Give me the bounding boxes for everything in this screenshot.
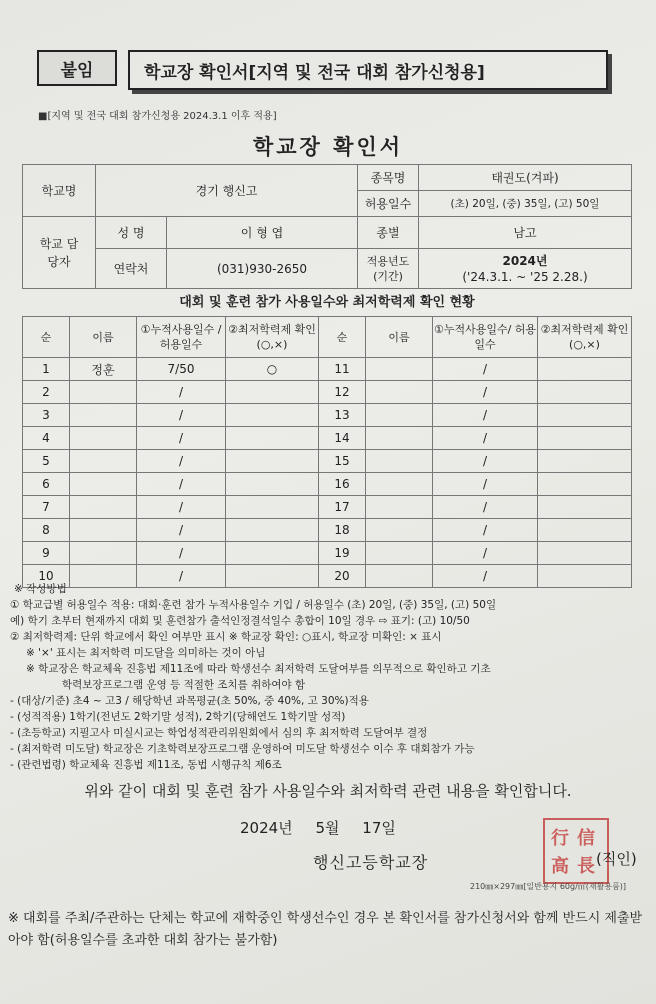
row-no: 6 — [23, 473, 70, 496]
row-check — [538, 358, 632, 381]
row-check — [538, 496, 632, 519]
issue-date — [240, 817, 396, 838]
note-item: - (초등학교) 지필고사 미실시교는 학업성적관리위원회에서 심의 후 최저학력 도달여부 결정 — [10, 727, 428, 739]
row-days: / — [433, 450, 538, 473]
row-no: 2 — [23, 381, 70, 404]
division-value: 남고 — [419, 217, 632, 249]
header-days-left: ①누적사용일수 /허용일수 — [137, 317, 226, 358]
row-name — [366, 450, 433, 473]
note-heading: ※ 작성방법 — [14, 583, 67, 595]
info-table — [22, 164, 632, 289]
header-check-right: ②최저학력제 확인(○,×) — [538, 317, 632, 358]
row-days: / — [433, 427, 538, 450]
seal-mark: (직인) — [596, 850, 637, 868]
row-name — [366, 381, 433, 404]
row-no: 4 — [23, 427, 70, 450]
table-row — [23, 473, 632, 496]
table-row — [23, 427, 632, 450]
paper-spec: 210㎜×297㎜[일반용지 60g/㎡(재활용품)] — [470, 882, 627, 891]
table-row — [23, 381, 632, 404]
section-title: 대회 및 훈련 참가 사용일수와 최저학력제 확인 현황 — [179, 295, 475, 310]
year-cell — [419, 249, 632, 289]
header-name-left: 이름 — [70, 317, 137, 358]
table-row — [23, 450, 632, 473]
event-label: 종목명 — [358, 165, 419, 191]
note-item: 학력보장프로그램 운영 등 적절한 조치를 취하여야 함 — [62, 679, 306, 691]
row-check — [538, 450, 632, 473]
row-days: / — [433, 519, 538, 542]
principal-title: 행신고등학교장 — [313, 853, 429, 872]
roster-header-row — [23, 317, 632, 358]
row-name — [70, 450, 137, 473]
row-name — [70, 519, 137, 542]
row-name — [70, 427, 137, 450]
row-check — [538, 519, 632, 542]
row-name: 정훈 — [70, 358, 137, 381]
school-label: 학교명 — [23, 165, 96, 217]
row-no: 9 — [23, 542, 70, 565]
row-no: 7 — [23, 496, 70, 519]
row-name — [366, 427, 433, 450]
row-days: / — [137, 450, 226, 473]
contact-label: 연락처 — [96, 249, 167, 289]
division-label: 종별 — [358, 217, 419, 249]
row-days: / — [137, 404, 226, 427]
note-item: - (대상/기준) 초4 ~ 고3 / 해당학년 과목평균(초 50%, 중 40%, 고 30%)적용 — [10, 695, 369, 707]
row-name — [366, 358, 433, 381]
row-check — [226, 542, 319, 565]
row-no: 1 — [23, 358, 70, 381]
row-check — [538, 473, 632, 496]
form-header-title: 학교장 확인서[지역 및 전국 대회 참가신청용] — [128, 50, 608, 90]
row-no: 14 — [319, 427, 366, 450]
contact-value: (031)930-2650 — [167, 249, 358, 289]
row-check — [226, 519, 319, 542]
note-item: ※ 학교장은 학교체육 진흥법 제11조에 따라 학생선수 최저학력 도달여부를 의무적으로 확인하고 기초 — [26, 663, 491, 675]
name-value: 이 형 엽 — [167, 217, 358, 249]
table-row — [23, 496, 632, 519]
row-name — [366, 496, 433, 519]
table-row — [23, 358, 632, 381]
row-name — [70, 381, 137, 404]
row-days: / — [137, 565, 226, 588]
header-check-left: ②최저학력제 확인(○,×) — [226, 317, 319, 358]
table-row — [23, 519, 632, 542]
note-item: - (관련법령) 학교체육 진흥법 제11조, 동법 시행규칙 제6조 — [10, 759, 282, 771]
submission-footnote: ※ 대회를 주최/주관하는 단체는 학교에 재학중인 학생선수인 경우 본 확인서를 참가신청서와 함께 반드시 제출받아야 함(허용일수를 초과한 대회 참가는 불가함) — [8, 911, 643, 948]
applicability-note: ■[지역 및 전국 대회 참가신청용 2024.3.1 이후 적용] — [38, 111, 277, 122]
header-name-right: 이름 — [366, 317, 433, 358]
row-days: / — [137, 381, 226, 404]
row-name — [366, 404, 433, 427]
official-seal-stamp: 行 信 高 長 — [543, 818, 609, 884]
year-value: 2024년 — [502, 253, 548, 268]
row-check — [226, 404, 319, 427]
row-no: 8 — [23, 519, 70, 542]
allowed-days-label: 허용일수 — [358, 191, 419, 217]
roster-table — [22, 316, 632, 588]
row-days: / — [433, 358, 538, 381]
row-no: 11 — [319, 358, 366, 381]
period-value: ('24.3.1. ~ '25 2.28.) — [462, 269, 588, 284]
header-no-right: 순 — [319, 317, 366, 358]
row-days: / — [433, 381, 538, 404]
row-no: 15 — [319, 450, 366, 473]
row-no: 20 — [319, 565, 366, 588]
row-days: / — [137, 519, 226, 542]
row-no: 13 — [319, 404, 366, 427]
row-check — [226, 496, 319, 519]
year-label: 적용년도 (기간) — [358, 249, 419, 289]
row-name — [366, 542, 433, 565]
note-item: 예) 학기 초부터 현재까지 대회 및 훈련참가 출석인정결석일수 총합이 10일 경우 ⇨ 표기: (고) 10/50 — [10, 615, 470, 627]
row-name — [70, 496, 137, 519]
row-no: 17 — [319, 496, 366, 519]
name-label: 성 명 — [96, 217, 167, 249]
row-days: / — [433, 496, 538, 519]
note-item: ② 최저학력제: 단위 학교에서 확인 여부만 표시 ※ 학교장 확인: ○표시, 학교장 미확인: × 표시 — [10, 631, 442, 643]
row-days: / — [433, 404, 538, 427]
row-no: 16 — [319, 473, 366, 496]
row-no: 12 — [319, 381, 366, 404]
row-days: / — [137, 473, 226, 496]
row-no: 5 — [23, 450, 70, 473]
event-value: 태권도(겨파) — [419, 165, 632, 191]
row-days: / — [137, 427, 226, 450]
attachment-tag: 붙임 — [37, 50, 117, 86]
row-name — [366, 473, 433, 496]
row-no: 19 — [319, 542, 366, 565]
row-check — [538, 542, 632, 565]
date-year: 2024년 — [240, 819, 293, 837]
row-check — [226, 381, 319, 404]
row-days: / — [433, 542, 538, 565]
row-name — [70, 404, 137, 427]
row-days: 7/50 — [137, 358, 226, 381]
header-days-right: ①누적사용일수/ 허용일수 — [433, 317, 538, 358]
row-no: 10 — [23, 565, 70, 588]
row-no: 18 — [319, 519, 366, 542]
school-value: 경기 행신고 — [96, 165, 358, 217]
header-no-left: 순 — [23, 317, 70, 358]
row-days: / — [433, 565, 538, 588]
row-name — [366, 519, 433, 542]
row-name — [70, 542, 137, 565]
allowed-days-value: (초) 20일, (중) 35일, (고) 50일 — [419, 191, 632, 217]
table-row — [23, 404, 632, 427]
row-check — [226, 450, 319, 473]
note-item: - (성적적용) 1학기(전년도 2학기말 성적), 2학기(당해연도 1학기말 성적) — [10, 711, 346, 723]
row-check — [538, 427, 632, 450]
confirmation-statement: 위와 같이 대회 및 훈련 참가 사용일수와 최저학력 관련 내용을 확인합니다. — [84, 782, 572, 800]
row-check: ○ — [226, 358, 319, 381]
row-days: / — [433, 473, 538, 496]
instructions — [10, 581, 650, 773]
note-item: ※ '×' 표시는 최저학력 미도달을 의미하는 것이 아님 — [26, 647, 266, 659]
note-item: - (최저학력 미도달) 학교장은 기초학력보장프로그램 운영하여 미도달 학생선수 이수 후 대회참가 가능 — [10, 743, 475, 755]
row-no: 3 — [23, 404, 70, 427]
row-check — [226, 427, 319, 450]
row-days: / — [137, 542, 226, 565]
row-check — [226, 473, 319, 496]
date-day: 17일 — [362, 819, 396, 837]
row-name — [70, 473, 137, 496]
row-check — [538, 404, 632, 427]
manager-label: 학교 담당자 — [23, 217, 96, 289]
document-title: 학교장 확인서 — [252, 135, 404, 159]
note-item: ① 학교급별 허용일수 적용: 대회·훈련 참가 누적사용일수 기입 / 허용일수 (초) 20일, (중) 35일, (고) 50일 — [10, 599, 497, 611]
row-days: / — [137, 496, 226, 519]
date-month: 5월 — [315, 819, 340, 837]
row-check — [538, 381, 632, 404]
table-row — [23, 542, 632, 565]
